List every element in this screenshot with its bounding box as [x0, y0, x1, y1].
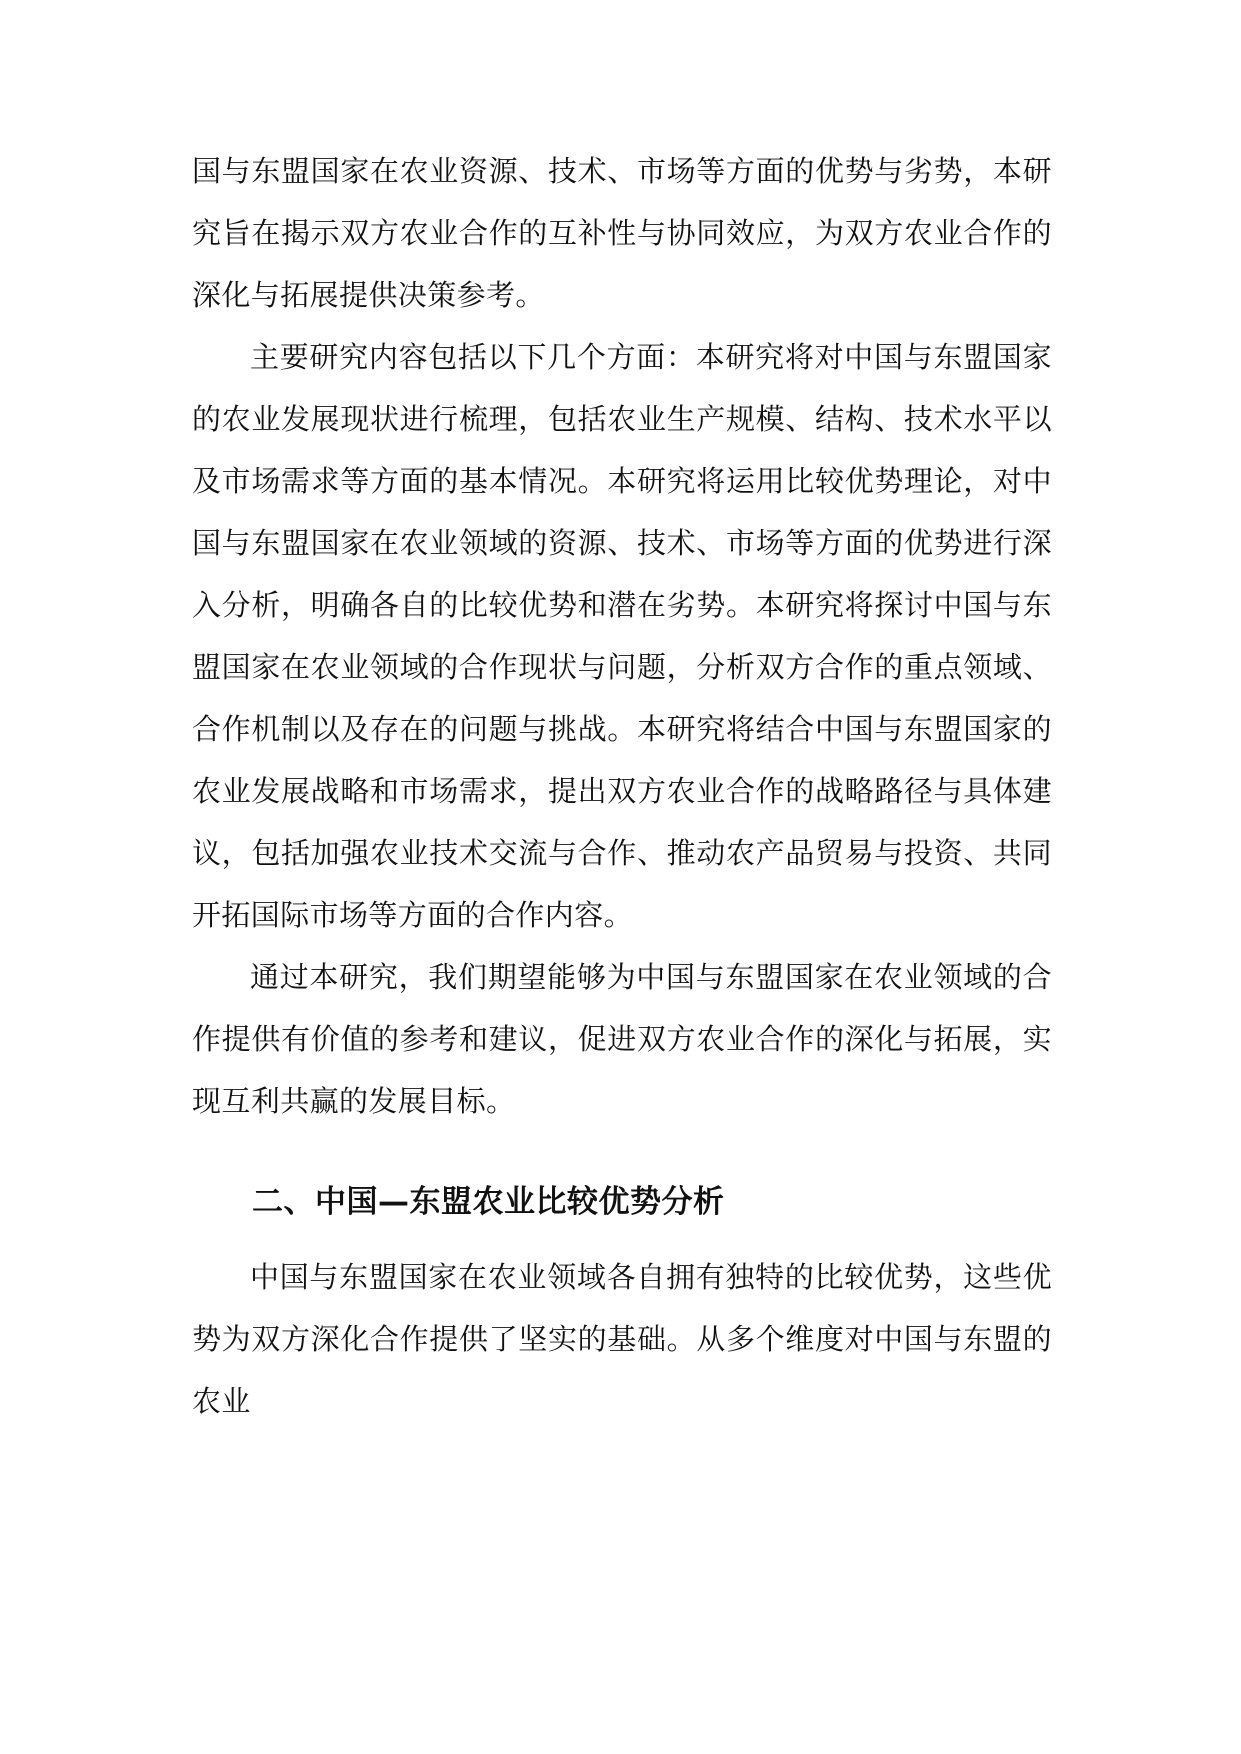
section-heading: 二、中国—东盟农业比较优势分析: [252, 1184, 725, 1220]
paragraph-research-content: 主要研究内容包括以下几个方面：本研究将对中国与东盟国家的农业发展现状进行梳理，包括农业生产规模、结构、技术水平以及市场需求等方面的基本情况。本研究将运用比较优势理论，对中国与东盟国家在农业领域的资源、技术、市场等方面的优势进行深入分析，明确各自的比较优势和潜在劣势。本研究将探讨中国与东盟国家在农业领域的合作现状与问题，分析双方合作的重点领域、合作机制以及存在的问题与挑战。本研究将结合中国与东盟国家的农业发展战略和市场需求，提出双方农业合作的战略路径与具体建议，包括加强农业技术交流与合作、推动农产品贸易与投资、共同开拓国际市场等方面的合作内容。: [192, 340, 1052, 932]
paragraph-research-expectation: 通过本研究，我们期望能够为中国与东盟国家在农业领域的合作提供有价值的参考和建议，促进双方农业合作的深化与拓展，实现互利共赢的发展目标。: [192, 960, 1052, 1118]
paragraph-continuation: 国与东盟国家在农业资源、技术、市场等方面的优势与劣势，本研究旨在揭示双方农业合作的互补性与协同效应，为双方农业合作的深化与拓展提供决策参考。: [192, 154, 1052, 312]
document-body: [192, 140, 1052, 1432]
paragraph-section-intro: 中国与东盟国家在农业领域各自拥有独特的比较优势，这些优势为双方深化合作提供了坚实的基础。从多个维度对中国与东盟的农业: [192, 1260, 1052, 1418]
